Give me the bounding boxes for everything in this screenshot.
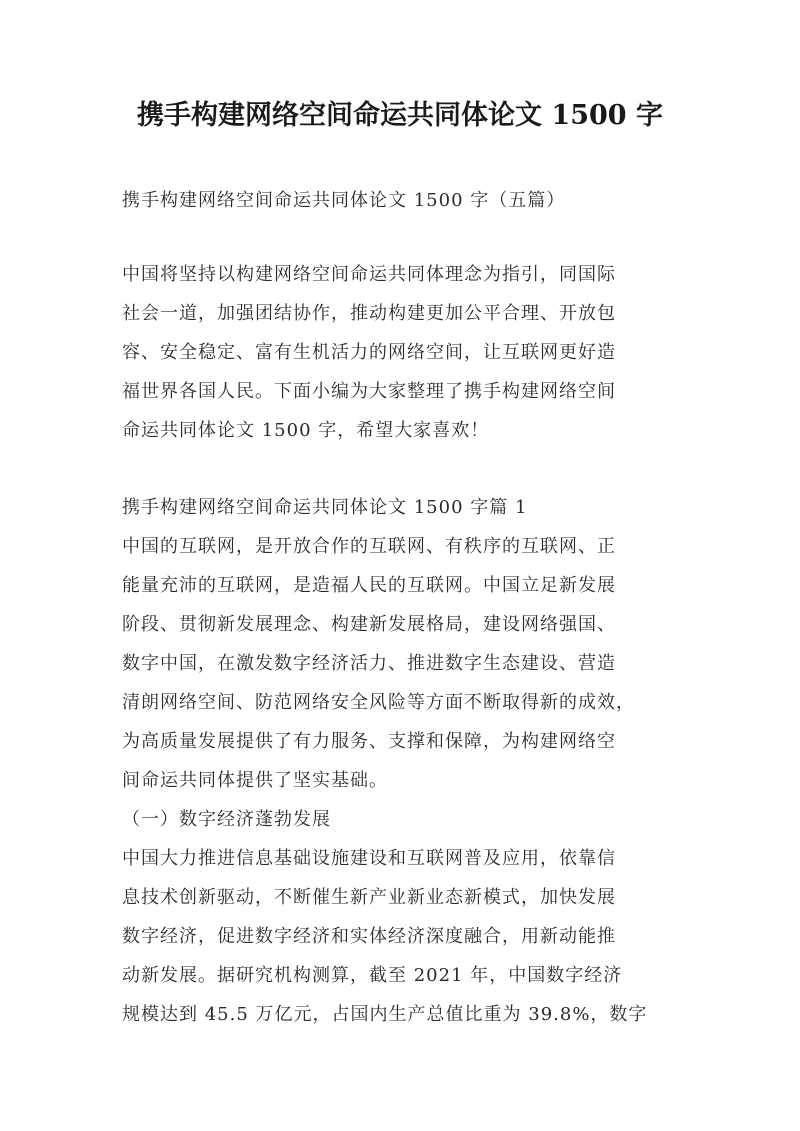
section-body [122,488,682,1034]
intro-line: 容、安全稳定、富有生机活力的网络空间，让互联网更好造 [122,342,616,363]
section-line: 动新发展。据研究机构测算，截至 2021 年，中国数字经济 [122,965,623,986]
section-line: 数字经济，促进数字经济和实体经济深度融合，用新动能推 [122,926,616,947]
intro-line: 命运共同体论文 1500 字，希望大家喜欢！ [122,420,490,441]
subsection-heading: （一）数字经济蓬勃发展 [122,809,331,830]
section-line: 规模达到 45.5 万亿元，占国内生产总值比重为 39.8%，数字 [122,1004,648,1025]
intro-line: 中国将坚持以构建网络空间命运共同体理念为指引，同国际 [122,264,616,285]
section-line: 能量充沛的互联网，是造福人民的互联网。中国立足新发展 [122,575,616,596]
section-line: 清朗网络空间、防范网络安全风险等方面不断取得新的成效， [122,692,635,713]
section-line: 为高质量发展提供了有力服务、支撑和保障，为构建网络空 [122,731,616,752]
intro-line: 福世界各国人民。下面小编为大家整理了携手构建网络空间 [122,381,616,402]
section-line: 阶段、贯彻新发展理念、构建新发展格局，建设网络强国、 [122,614,616,635]
section-line: 间命运共同体提供了坚实基础。 [122,770,388,791]
document-subtitle [122,181,682,220]
document-title: 携手构建网络空间命运共同体论文 1500 字 [137,100,663,131]
intro-paragraph [122,255,682,450]
section-line: 中国的互联网，是开放合作的互联网、有秩序的互联网、正 [122,536,616,557]
intro-line: 社会一道，加强团结协作，推动构建更加公平合理、开放包 [122,303,616,324]
subtitle-line: 携手构建网络空间命运共同体论文 1500 字（五篇） [122,190,566,211]
section-line: 息技术创新驱动，不断催生新产业新业态新模式，加快发展 [122,887,616,908]
section-line: 数字中国，在激发数字经济活力、推进数字生态建设、营造 [122,653,616,674]
section-line: 中国大力推进信息基础设施建设和互联网普及应用，依靠信 [122,848,616,869]
section-heading: 携手构建网络空间命运共同体论文 1500 字篇 1 [122,497,528,518]
